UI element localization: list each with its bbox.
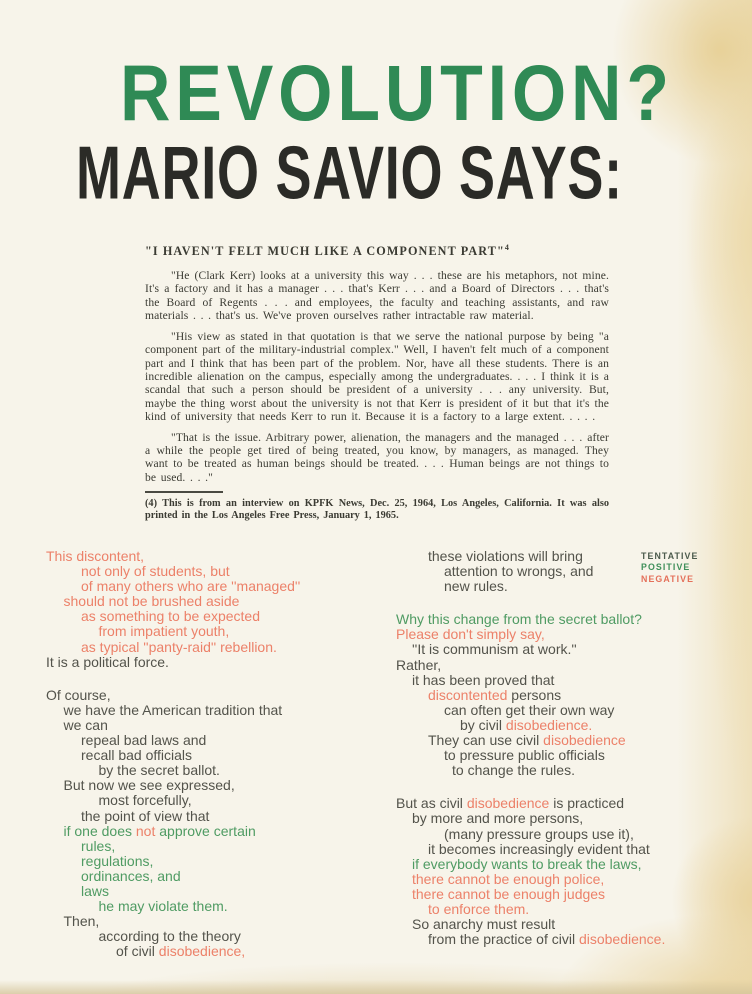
verse-line: [396, 902, 746, 917]
verse-segment-orange: Please don't simply say,: [396, 626, 545, 643]
verse-line: [396, 549, 746, 564]
verse-line: [46, 824, 386, 839]
verse-segment-dark: persons: [507, 686, 562, 703]
verse-segment-dark: Of course,: [46, 686, 111, 703]
verse-line: [396, 673, 746, 688]
verse-segment-orange: from impatient youth,: [98, 623, 230, 640]
verse-segment-orange: should not be brushed aside: [63, 593, 240, 610]
verse-segment-orange: disobedience,: [158, 943, 246, 960]
verse-segment-dark: by more and more persons,: [412, 810, 584, 827]
verse-segment-dark: is practiced: [549, 795, 625, 812]
verse-line: [46, 884, 386, 899]
verse-line: [396, 857, 746, 872]
verse-line: [46, 688, 386, 703]
verse-segment-dark: it becomes increasingly evident that: [428, 840, 650, 857]
verse-line: [46, 655, 386, 670]
interview-quote-block: [145, 243, 609, 522]
verse-line: [396, 718, 746, 733]
verse-line: [46, 854, 386, 869]
verse-segment-dark: can often get their own way: [444, 701, 615, 718]
verse-line: [396, 579, 746, 594]
verse-segment-dark: But now we see expressed,: [63, 777, 235, 794]
footnote-text: January 1, 1965.: [319, 509, 399, 521]
verse-line: [46, 929, 386, 944]
verse-block: [396, 549, 746, 594]
verse-line: [46, 778, 386, 793]
verse-line: [46, 839, 386, 854]
verse-line: [46, 748, 386, 763]
verse-segment-dark: They can use civil: [428, 732, 544, 749]
verse-segment-orange: disobedience.: [505, 716, 593, 733]
legend-item-tentative: TENTATIVE: [641, 551, 699, 561]
footnote-text: (4) This is from an interview on KPFK News, Dec. 25, 1964, Los Angeles, California. It was also printed in the: [145, 498, 609, 521]
verse-segment-dark: it has been proved that: [412, 671, 555, 688]
verse-column-right: [396, 549, 746, 947]
verse-line: [46, 564, 386, 579]
verse-segment-dark: by civil: [460, 716, 506, 733]
verse-segment-dark: to change the rules.: [452, 762, 575, 779]
verse-line: [46, 718, 386, 733]
verse-line: [396, 842, 746, 857]
verse-segment-dark: new rules.: [444, 578, 508, 595]
verse-line: [46, 763, 386, 778]
verse-line: [46, 733, 386, 748]
verse-segment-dark: of civil: [116, 943, 159, 960]
verse-line: [46, 944, 386, 959]
verse-line: [46, 549, 386, 564]
verse-line: [396, 917, 746, 932]
verse-segment-dark: according to the theory: [98, 928, 241, 945]
verse-segment-dark: Rather,: [396, 656, 442, 673]
verse-segment-dark: most forcefully,: [98, 792, 192, 809]
verse-line: [46, 914, 386, 929]
verse-segment-orange: not only of students, but: [81, 563, 230, 580]
verse-segment-dark: But as civil: [396, 795, 467, 812]
footnote-publication: Los Angeles Free Press,: [211, 509, 320, 521]
verse-line: [396, 811, 746, 826]
verse-segment-green: laws: [81, 882, 110, 899]
verse-line: [46, 579, 386, 594]
verse-line: [396, 703, 746, 718]
footnote-divider: [145, 491, 223, 493]
verse-segment-orange: there cannot be enough police,: [412, 870, 605, 887]
verse-block: [396, 612, 746, 778]
verse-segment-dark: from the practice of civil: [428, 931, 579, 948]
verse-segment-orange: there cannot be enough judges: [412, 885, 606, 902]
verse-block: [46, 549, 386, 670]
verse-segment-dark: (many pressure groups use it),: [444, 825, 634, 842]
verse-segment-dark: these violations will bring: [428, 548, 583, 564]
verse-line: [396, 827, 746, 842]
verse-segment-green: he may violate them.: [98, 898, 228, 915]
verse-line: [46, 899, 386, 914]
verse-segment-green: ordinances, and: [81, 867, 181, 884]
quote-paragraph: "That is the issue. Arbitrary power, alienation, the managers and the managed . . . after a while the people get tired of being treated, you know, by managers, as managed. They want to be treated as human beings should be treated. . . . Human beings are not things to be used. . . .": [145, 430, 609, 484]
verse-line: [396, 612, 746, 627]
verse-segment-orange: of many others who are ''managed'': [81, 578, 301, 595]
verse-segment-dark: ''It is communism at work.'': [412, 641, 577, 658]
quote-paragraph: "His view as stated in that quotation is that we serve the national purpose by being "a component part of the military-industrial complex." Well, I haven't felt much of a component part and I think that has been part of the problem. Nor, have all these students. There is an incredible alienation on the campus, especially among the undergraduates. . . . I think it is a scandal that such a person should be president of a university . . . any university. But, maybe the thing worst about the university is not that Kerr is president of it but that it's the kind of university that needs Kerr to run it. Because it is a factory to a large extent. . . . .: [145, 329, 609, 424]
verse-line: [396, 658, 746, 673]
verse-segment-orange: discontented: [428, 686, 508, 703]
verse-segment-dark: repeal bad laws and: [81, 732, 207, 749]
verse-line: [396, 627, 746, 642]
verse-block: [46, 688, 386, 960]
verse-line: [396, 688, 746, 703]
verse-segment-green: regulations,: [81, 852, 154, 869]
verse-column-left: [46, 549, 386, 959]
verse-line: [396, 642, 746, 657]
verse-line: [396, 564, 746, 579]
page-bottom-edge: [0, 980, 752, 994]
verse-segment-orange: disobedience.: [578, 931, 666, 948]
verse-segment-green: if one does: [63, 822, 136, 839]
verse-segment-orange: as typical ''panty-raid'' rebellion.: [81, 638, 277, 655]
verse-line: [46, 609, 386, 624]
verse-line: [396, 796, 746, 811]
page-title-revolution: REVOLUTION?: [120, 49, 674, 138]
verse-segment-dark: the point of view that: [81, 807, 210, 824]
verse-segment-orange: not: [135, 822, 156, 839]
quote-paragraph: "He (Clark Kerr) looks at a university this way . . . these are his metaphors, not mine. It's a factory and it has a manager . . . that's Kerr . . . and a Board of Directors . . . that's the Board of Regents . . . and employees, the faculty and teaching assistants, and raw materials . . . that's us. We've proven ourselves rather intractable raw material.: [145, 269, 609, 323]
verse-line: [46, 869, 386, 884]
legend-item-negative: NEGATIVE: [641, 573, 695, 584]
verse-segment-green: if everybody wants to break the laws,: [412, 855, 642, 872]
verse-segment-dark: attention to wrongs, and: [444, 563, 594, 580]
verse-segment-orange: This discontent,: [46, 548, 145, 564]
quote-heading: [145, 243, 609, 259]
verse-line: [46, 793, 386, 808]
verse-line: [46, 594, 386, 609]
footnote-marker: 4: [504, 243, 509, 252]
verse-segment-dark: recall bad officials: [81, 747, 193, 764]
verse-line: [396, 887, 746, 902]
verse-segment-dark: to pressure public officials: [444, 747, 605, 764]
footnote: [145, 498, 609, 522]
verse-line: [46, 809, 386, 824]
legend-item-positive: POSITIVE: [641, 562, 691, 573]
verse-line: [396, 872, 746, 887]
verse-segment-dark: So anarchy must result: [412, 916, 556, 933]
verse-line: [396, 932, 746, 947]
verse-line: [396, 763, 746, 778]
verse-segment-orange: disobedience: [543, 732, 626, 749]
verse-segment-orange: as something to be expected: [81, 608, 261, 625]
verse-segment-dark: we have the American tradition that: [63, 701, 283, 718]
verse-line: [46, 703, 386, 718]
verse-segment-green: approve certain: [155, 822, 256, 839]
quote-heading-text: "I HAVEN'T FELT MUCH LIKE A COMPONENT PART": [145, 244, 505, 259]
verse-line: [396, 733, 746, 748]
verse-segment-dark: Then,: [63, 913, 100, 930]
verse-segment-orange: to enforce them.: [428, 900, 530, 917]
verse-segment-dark: we can: [63, 716, 108, 733]
verse-segment-orange: disobedience: [466, 795, 550, 812]
verse-line: [396, 748, 746, 763]
verse-segment-dark: by the secret ballot.: [98, 762, 220, 779]
verse-line: [46, 640, 386, 655]
verse-line: [46, 624, 386, 639]
verse-segment-green: Why this change from the secret ballot?: [396, 611, 642, 628]
verse-segment-dark: It is a political force.: [46, 653, 169, 670]
page-title-mario-savio-says: MARIO SAVIO SAYS:: [76, 131, 623, 216]
verse-block: [396, 796, 746, 947]
verse-segment-green: rules,: [81, 837, 116, 854]
